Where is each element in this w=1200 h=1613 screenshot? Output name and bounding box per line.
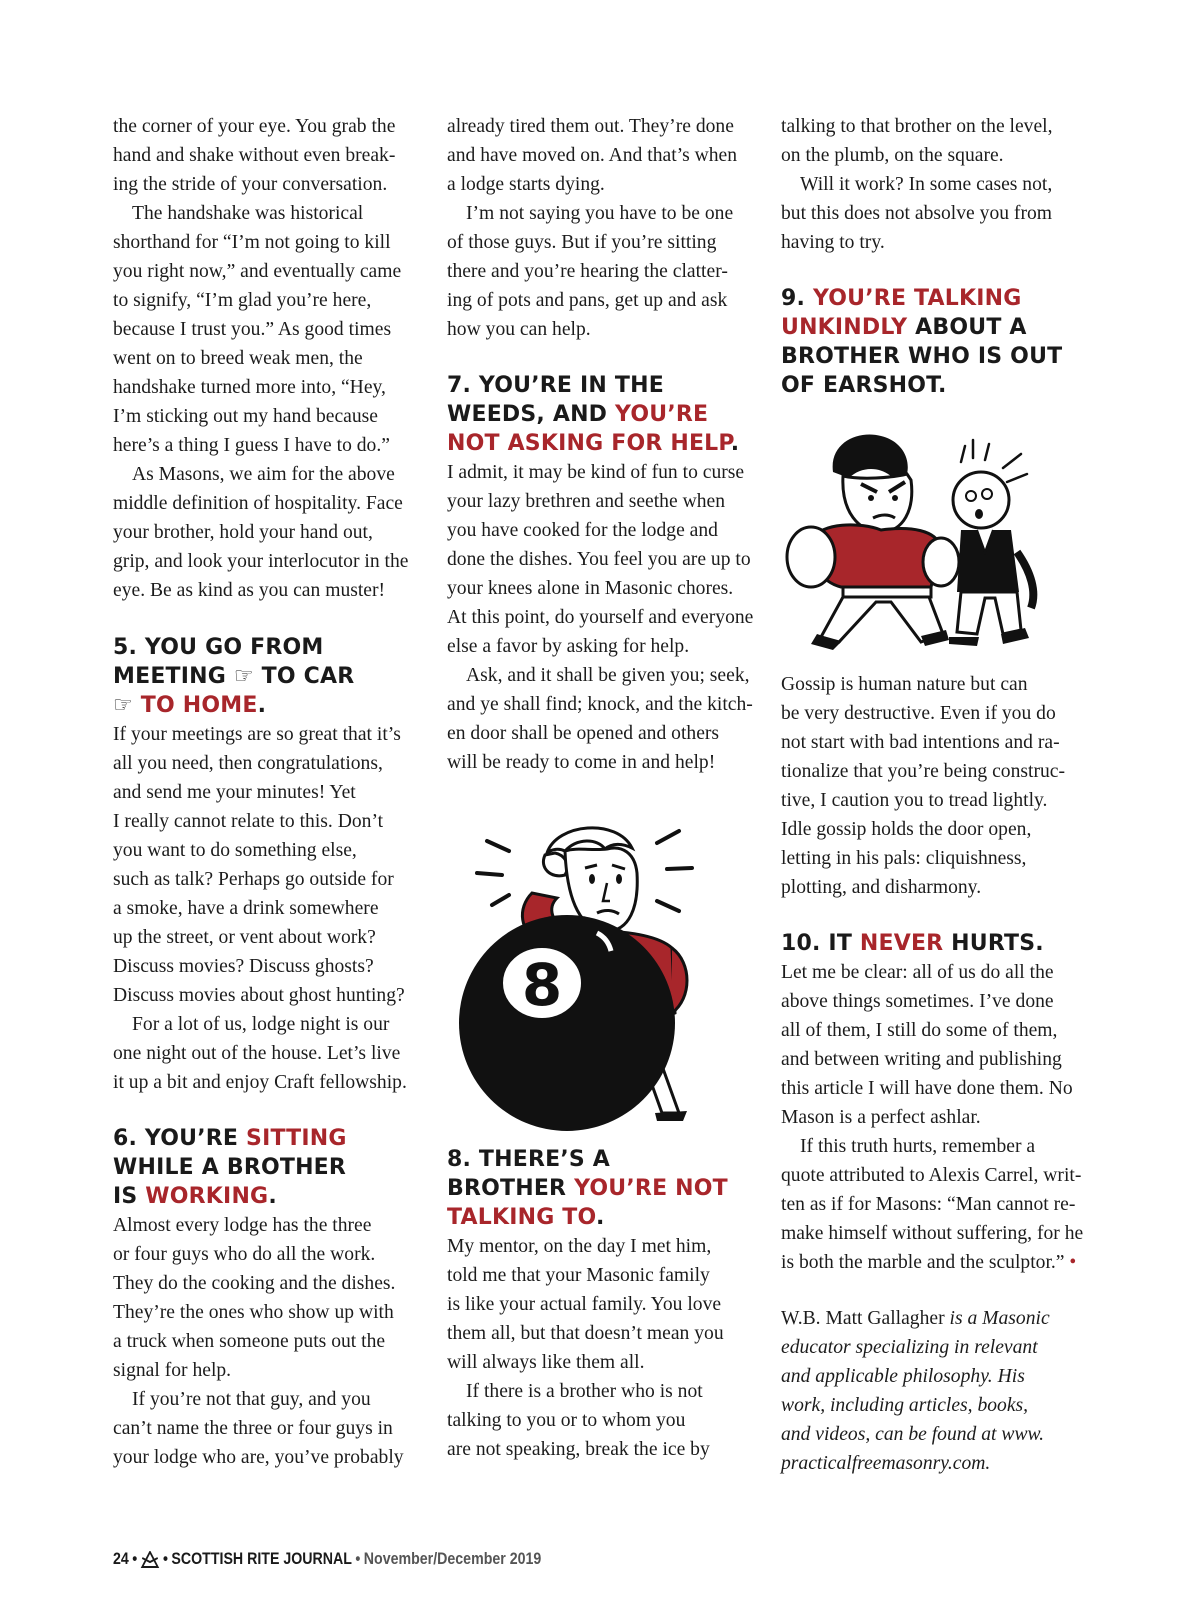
heading-7: [447, 371, 752, 458]
text-line: TALKING TO.: [447, 1205, 605, 1230]
text-line: a smoke, have a drink somewhere: [113, 898, 379, 919]
startled-face: [953, 472, 1009, 528]
text-line: shorthand for “I’m not going to kill: [113, 232, 391, 253]
text-line: and between writing and publishing: [781, 1049, 1062, 1070]
pants: [957, 592, 1021, 634]
text-line: handshake turned more into, “Hey,: [113, 377, 386, 398]
text-line: above things sometimes. I’ve done: [781, 991, 1054, 1012]
text-line: not start with bad intentions and ra-: [781, 732, 1060, 753]
fist: [787, 527, 835, 587]
text-line: 7. YOU’RE IN THE: [447, 373, 664, 398]
issue-date: November/December 2019: [363, 1550, 542, 1568]
text-line: Mason is a perfect ashlar.: [781, 1107, 981, 1128]
text-line: BROTHER WHO IS OUT: [781, 344, 1063, 369]
text-line: already tired them out. They’re done: [447, 116, 734, 137]
paragraph: [781, 958, 1086, 1132]
text-line: If you’re not that guy, and you: [132, 1389, 371, 1410]
text-line: are not speaking, break the ice by: [447, 1439, 710, 1460]
text-line: all you need, then congratulations,: [113, 753, 383, 774]
text-line: plotting, and disharmony.: [781, 877, 982, 898]
text-line: here’s a thing I guess I have to do.”: [113, 435, 390, 456]
fist: [923, 538, 959, 586]
text-line: your knees alone in Masonic chores.: [447, 578, 734, 599]
text-line: your lodge who are, you’ve probably: [113, 1447, 404, 1468]
text-line: If there is a brother who is not: [466, 1381, 703, 1402]
text-line: They’re the ones who show up with: [113, 1302, 394, 1323]
paragraph: [447, 1377, 752, 1464]
text-line: this article I will have done them. No: [781, 1078, 1073, 1099]
heading-6: [113, 1124, 418, 1211]
eye: [982, 489, 992, 499]
text-line: else a favor by asking for help.: [447, 636, 690, 657]
double-eagle-icon: [141, 1551, 160, 1569]
text-line: letting in his pals: cliquishness,: [781, 848, 1027, 869]
text-line: signal for help.: [113, 1360, 232, 1381]
text-line: you right now,” and eventually came: [113, 261, 402, 282]
text-line: be very destructive. Even if you do: [781, 703, 1056, 724]
paragraph: [781, 112, 1086, 170]
paragraph: [781, 170, 1086, 257]
text-line: Idle gossip holds the door open,: [781, 819, 1032, 840]
text-line: your brother, hold your hand out,: [113, 522, 373, 543]
paragraph: [447, 112, 752, 199]
text-line: IS WORKING.: [113, 1184, 277, 1209]
text-line: Let me be clear: all of us do all the: [781, 962, 1054, 983]
text-line: ing the stride of your conversation.: [113, 174, 388, 195]
paragraph: [781, 1132, 1086, 1277]
end-mark: •: [1069, 1252, 1077, 1273]
paragraph: [447, 458, 752, 661]
paragraph: [113, 720, 418, 1010]
footer-bullet: •: [163, 1550, 168, 1568]
text-line: talking to you or to whom you: [447, 1410, 686, 1431]
text-line: NOT ASKING FOR HELP.: [447, 431, 740, 456]
paragraph: [113, 1010, 418, 1097]
text-line: I’m sticking out my hand because: [113, 406, 378, 427]
text-line: tive, I caution you to tread lightly.: [781, 790, 1048, 811]
eight-ball-number: 8: [521, 951, 563, 1019]
text-line: make himself without suffering, for he: [781, 1223, 1084, 1244]
text-line: I admit, it may be kind of fun to curse: [447, 462, 745, 483]
text-line: ☞ TO HOME.: [113, 693, 267, 718]
text-line: My mentor, on the day I met him,: [447, 1236, 712, 1257]
text-line: to signify, “I’m glad you’re here,: [113, 290, 372, 311]
text-line: If your meetings are so great that it’s: [113, 724, 401, 745]
heading-10: [781, 929, 1086, 958]
text-line: Discuss movies? Discuss ghosts?: [113, 956, 374, 977]
text-line: and videos, can be found at www.: [781, 1424, 1045, 1445]
text-line: of those guys. But if you’re sitting: [447, 232, 717, 253]
text-line: having to try.: [781, 232, 885, 253]
text-line: them all, but that doesn’t mean you: [447, 1323, 724, 1344]
eye: [868, 495, 874, 501]
eight-ball: [459, 915, 675, 1131]
text-line: 5. YOU GO FROM: [113, 635, 324, 660]
text-line: you have cooked for the lodge and: [447, 520, 718, 541]
text-line: and have moved on. And that’s when: [447, 145, 738, 166]
text-line: 10. IT NEVER HURTS.: [781, 931, 1044, 956]
text-line: your lazy brethren and seethe when: [447, 491, 726, 512]
right-arm: [672, 948, 687, 1013]
text-line: how you can help.: [447, 319, 591, 340]
text-line: up the street, or vent about work?: [113, 927, 376, 948]
footer-bullet: •: [132, 1550, 138, 1568]
text-line: and applicable philosophy. His: [781, 1366, 1025, 1387]
text-line: it up a bit and enjoy Craft fellowship.: [113, 1072, 407, 1093]
eye: [589, 874, 595, 884]
eye: [966, 491, 976, 501]
text-line: is like your actual family. You love: [447, 1294, 722, 1315]
text-line: en door shall be opened and others: [447, 723, 720, 744]
text-line: If this truth hurts, remember a: [800, 1136, 1036, 1157]
text-line: told me that your Masonic family: [447, 1265, 710, 1286]
shoe: [655, 1111, 687, 1121]
text-line: UNKINDLY ABOUT A: [781, 315, 1027, 340]
text-line: you want to do something else,: [113, 840, 357, 861]
footer-bullet: •: [355, 1550, 361, 1568]
text-line: Almost every lodge has the three: [113, 1215, 372, 1236]
text-line: I really cannot relate to this. Don’t: [113, 811, 384, 832]
text-line: went on to breed weak men, the: [113, 348, 363, 369]
text-line: one night out of the house. Let’s live: [113, 1043, 401, 1064]
column-3: [781, 112, 1086, 1478]
text-line: ten as if for Masons: “Man cannot re-: [781, 1194, 1076, 1215]
text-line: OF EARSHOT.: [781, 373, 947, 398]
text-line: will be ready to come in and help!: [447, 752, 716, 773]
text-line: done the dishes. You feel you are up to: [447, 549, 751, 570]
text-line: a lodge starts dying.: [447, 174, 605, 195]
page-number: 24: [113, 1550, 129, 1568]
heading-8: [447, 1145, 752, 1232]
text-line: all of them, I still do some of them,: [781, 1020, 1058, 1041]
text-line: middle definition of hospitality. Face: [113, 493, 403, 514]
mouth: [975, 509, 983, 519]
text-line: the corner of your eye. You grab the: [113, 116, 396, 137]
text-line: They do the cooking and the dishes.: [113, 1273, 396, 1294]
text-line: and send me your minutes! Yet: [113, 782, 356, 803]
text-line: eye. Be as kind as you can muster!: [113, 580, 386, 601]
text-line: 9. YOU’RE TALKING: [781, 286, 1022, 311]
text-line: tionalize that you’re being construc-: [781, 761, 1066, 782]
text-line: because I trust you.” As good times: [113, 319, 392, 340]
author-name: W.B. Matt Gallagher: [781, 1308, 945, 1329]
text-line: W.B. Matt Gallagher is a Masonic: [781, 1308, 1050, 1329]
text-line: hand and shake without even break-: [113, 145, 396, 166]
text-line: Discuss movies about ghost hunting?: [113, 985, 405, 1006]
text-line: there and you’re hearing the clatter-: [447, 261, 728, 282]
text-line: a truck when someone puts out the: [113, 1331, 386, 1352]
text-line: As Masons, we aim for the above: [132, 464, 395, 485]
text-line: The handshake was historical: [132, 203, 364, 224]
eye: [616, 874, 622, 884]
text-line: ing of pots and pans, get up and ask: [447, 290, 728, 311]
text-line: work, including articles, books,: [781, 1395, 1029, 1416]
heading-9: [781, 284, 1086, 400]
heading-5: [113, 633, 418, 720]
journal-name: SCOTTISH RITE JOURNAL: [171, 1550, 352, 1568]
text-line: will always like them all.: [447, 1352, 645, 1373]
text-line: but this does not absolve you from: [781, 203, 1053, 224]
text-line: grip, and look your interlocutor in the: [113, 551, 409, 572]
eight-ball-man-illustration: [447, 813, 752, 1143]
text-line: At this point, do yourself and everyone: [447, 607, 754, 628]
shoe: [949, 637, 979, 646]
text-line: MEETING ☞ TO CAR: [113, 664, 355, 689]
text-line: and ye shall find; knock, and the kitch-: [447, 694, 753, 715]
text-line: on the plumb, on the square.: [781, 145, 1004, 166]
text-line: practicalfreemasonry.com.: [781, 1453, 991, 1474]
text-line: or four guys who do all the work.: [113, 1244, 376, 1265]
text-line: can’t name the three or four guys in: [113, 1418, 393, 1439]
column-1: [113, 112, 418, 1472]
column-2: [447, 112, 752, 1464]
text-line: 8. THERE’S A: [447, 1147, 611, 1172]
author-bio: [781, 1304, 1086, 1478]
arm: [1017, 552, 1033, 608]
eye: [892, 495, 898, 501]
hair: [833, 435, 908, 479]
text-line: WEEDS, AND YOU’RE: [447, 402, 709, 427]
text-line: WHILE A BROTHER: [113, 1155, 347, 1180]
text-line: 6. YOU’RE SITTING: [113, 1126, 347, 1151]
paragraph: [447, 1232, 752, 1377]
page-footer: [113, 1550, 541, 1569]
paragraph: [447, 199, 752, 344]
text-line: educator specializing in relevant: [781, 1337, 1038, 1358]
paragraph: [113, 199, 418, 460]
text-line: such as talk? Perhaps go outside for: [113, 869, 394, 890]
paragraph: [447, 661, 752, 777]
text-line: is both the marble and the sculptor.” •: [781, 1252, 1077, 1273]
text-line: I’m not saying you have to be one: [466, 203, 734, 224]
text-line: quote attributed to Alexis Carrel, writ-: [781, 1165, 1082, 1186]
paragraph: [113, 112, 418, 199]
text-line: BROTHER YOU’RE NOT: [447, 1176, 728, 1201]
paragraph: [781, 670, 1086, 902]
text-line: For a lot of us, lodge night is our: [132, 1014, 390, 1035]
text-line: talking to that brother on the level,: [781, 116, 1053, 137]
angry-brothers-illustration: [781, 422, 1086, 652]
text-line: Will it work? In some cases not,: [800, 174, 1053, 195]
text-line: Ask, and it shall be given you; seek,: [466, 665, 750, 686]
paragraph: [113, 460, 418, 605]
paragraph: [113, 1211, 418, 1385]
text-line: Gossip is human nature but can: [781, 674, 1028, 695]
paragraph: [113, 1385, 418, 1472]
